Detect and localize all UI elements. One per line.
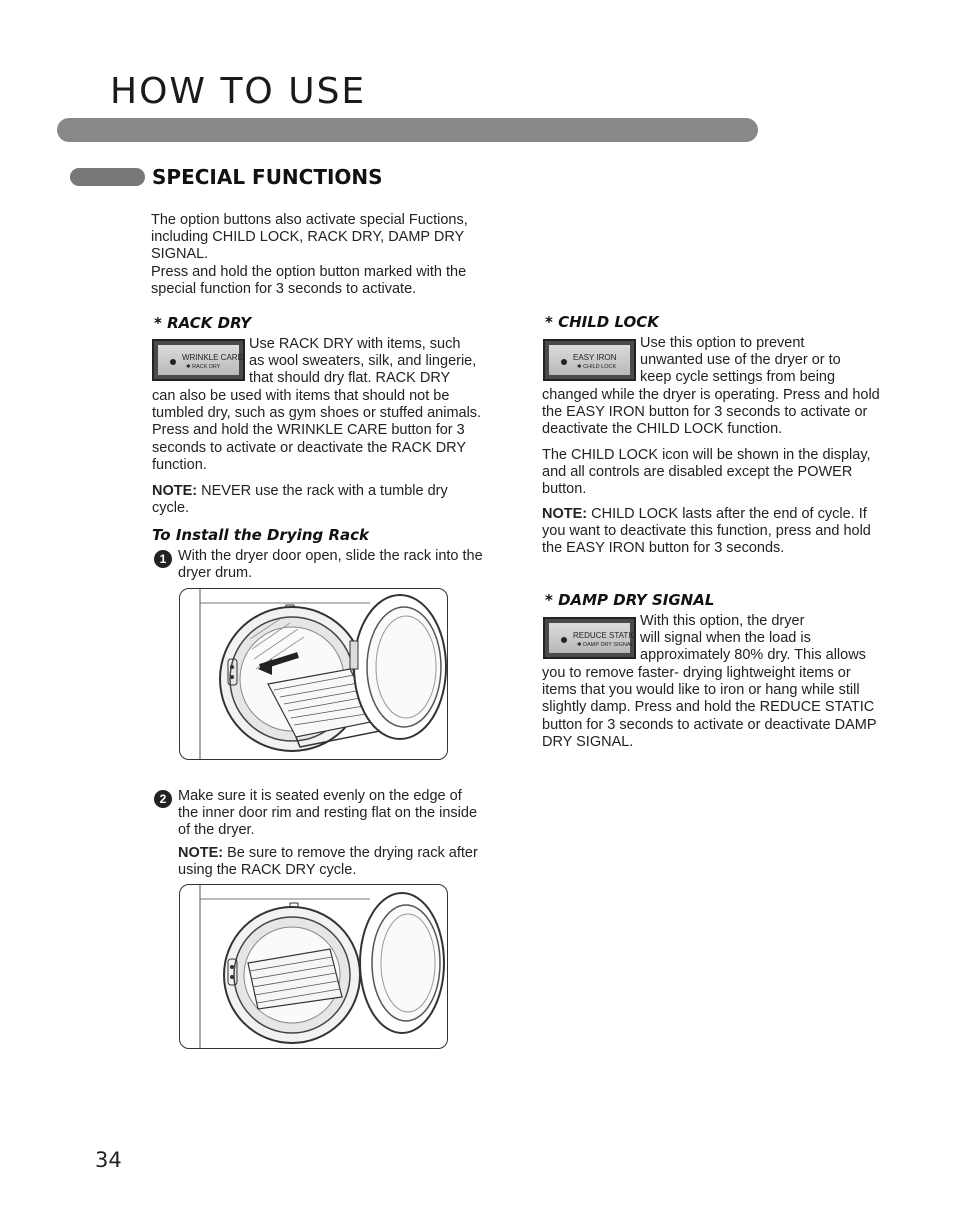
damp-dry-text-rest: you to remove faster- drying lightweight items or items that you would like to iron or hang while still slightly damp. Press and hold the REDUCE STATIC button for 3 seconds to activate or deactivate DAMP DRY SIGNAL. <box>542 665 877 750</box>
panel-label: REDUCE STATIC <box>573 631 637 640</box>
damp-dry-text-top <box>640 613 890 665</box>
dryer-rack-seated-illustration <box>179 884 448 1049</box>
dryer-illustration-1 <box>180 589 448 760</box>
note-text: CHILD LOCK lasts after the end of cycle. If you want to deactivate this function, press and hold the EASY IRON button for 3 seconds. <box>542 506 871 557</box>
note-label: NOTE: <box>178 845 224 861</box>
rack-dry-text-rest: can also be used with items that should not be tumbled dry, such as gym shoes or stuffed animals. Press and hold the WRINKLE CARE button for 3 seconds to activate or deactivate the RACK DRY function. <box>152 388 482 473</box>
note-label: NOTE: <box>542 506 588 522</box>
child-lock-line-1: Use this option to prevent <box>640 335 805 351</box>
child-lock-line-2: unwanted use of the dryer or to <box>640 352 841 369</box>
child-lock-heading: * CHILD LOCK <box>545 313 659 331</box>
damp-dry-heading: * DAMP DRY SIGNAL <box>545 591 715 609</box>
install-heading: To Install the Drying Rack <box>152 526 370 544</box>
panel-label: EASY IRON <box>573 353 617 362</box>
dryer-rack-insert-illustration <box>179 588 448 760</box>
indicator-dot-icon <box>561 359 567 365</box>
dryer-illustration-2 <box>180 885 448 1049</box>
indicator-dot-icon <box>170 359 176 365</box>
intro-paragraph-2: Press and hold the option button marked with the special function for 3 seconds to activate. <box>151 263 467 297</box>
intro <box>151 212 496 298</box>
note-text: NEVER use the rack with a tumble dry cycle. <box>152 483 448 517</box>
rack-dry-note <box>152 483 452 517</box>
note-label: NOTE: <box>152 483 198 499</box>
damp-dry-line-1: With this option, the dryer <box>640 613 805 629</box>
rack-dry-line-2: as wool sweaters, silk, and lingerie, <box>249 353 477 370</box>
child-lock-text-rest: changed while the dryer is operating. Press and hold the EASY IRON button for 3 seconds to activate or deactivate the CHILD LOCK function. <box>542 387 880 438</box>
damp-dry-line-2: will signal when the load is <box>640 630 811 647</box>
child-lock-line-3: keep cycle settings from being <box>640 369 836 386</box>
indicator-dot-icon <box>561 637 567 643</box>
rack-dry-text-top <box>249 336 499 388</box>
reduce-static-button-image <box>543 617 636 659</box>
note-text: Be sure to remove the drying rack after using the RACK DRY cycle. <box>178 845 478 879</box>
section-title: SPECIAL FUNCTIONS <box>152 165 383 189</box>
child-lock-paragraph-2: The CHILD LOCK icon will be shown in the display, and all controls are disabled except the POWER button. <box>542 447 871 498</box>
rack-dry-line-1: Use RACK DRY with items, such <box>249 336 461 352</box>
section-marker <box>70 168 145 186</box>
panel-sublabel: ✱ CHILD LOCK <box>577 364 617 370</box>
wrinkle-care-button-image <box>152 339 245 381</box>
step-1-text: With the dryer door open, slide the rack into the dryer drum. <box>178 548 483 582</box>
title-divider-bar <box>57 118 758 142</box>
intro-paragraph-1: The option buttons also activate special Fuctions, including CHILD LOCK, RACK DRY, DAMP DRY SIGNAL. <box>151 212 468 263</box>
page-number: 34 <box>95 1148 122 1172</box>
rack-dry-line-3: that should dry flat. RACK DRY <box>249 370 451 387</box>
step-2-badge: 2 <box>154 790 172 808</box>
panel-sublabel: ✱ DAMP DRY SIGNAL <box>577 642 634 648</box>
easy-iron-button-image <box>543 339 636 381</box>
child-lock-note <box>542 506 882 558</box>
panel-label: WRINKLE CARE <box>182 353 243 362</box>
step-1-badge: 1 <box>154 550 172 568</box>
damp-dry-line-3: approximately 80% dry. This allows <box>640 647 866 664</box>
child-lock-text-top <box>640 335 885 387</box>
page-title: HOW TO USE <box>110 71 367 112</box>
rack-dry-heading: * RACK DRY <box>154 314 252 332</box>
step-2-note <box>178 845 478 879</box>
step-2-text: Make sure it is seated evenly on the edge of the inner door rim and resting flat on the inside of the dryer. <box>178 788 478 839</box>
panel-sublabel: ✱ RACK DRY <box>186 364 221 370</box>
